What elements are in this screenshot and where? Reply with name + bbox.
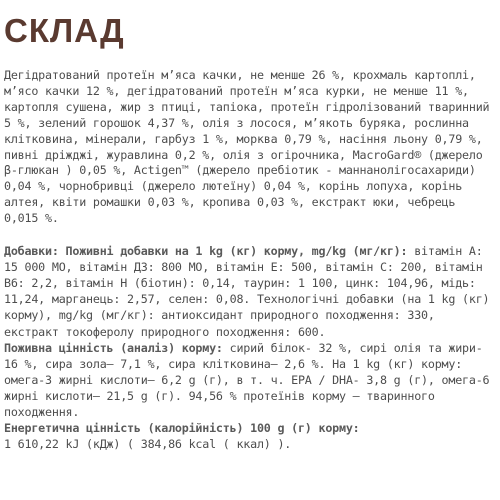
additives-label: Добавки: Поживні добавки на 1 kg (кг) корму, mg/kg (мг/кг): <box>4 244 408 259</box>
analysis-paragraph <box>4 340 496 420</box>
analysis-text: сирий білок- 32 %, сирі олія та жири- 16 %, сира зола– 7,1 %, сира клітковина– 2,6 %. На 1 kg (кг) корму: омега-3 жирні кислоти– 6,2 g (г), в т. ч. EPA / DHA- 3,8 g (г), омега-6 жирні кислоти– 21,5 g (г). 94,56 % протеїнів корму – тваринного походження. <box>4 340 490 419</box>
page-title: СКЛАД <box>4 12 125 49</box>
additives-text: вітамін А: 15 000 МО, вітамін Д3: 800 МО, вітамін Е: 500, вітамін С: 200, вітамін В6: 2,2, вітамін Н (біотин): 0,14, таурин: 1 100, цинк: 104,96, мідь: 11,24, марганець: 2,57, селен: 0,08. Технологічні добавки (на 1 kg (кг) корму), mg/kg (мг/кг): антиоксидант природного походження: 330, екстракт токоферолу природного походження: 600. <box>4 244 490 339</box>
additives-paragraph <box>4 243 496 340</box>
energy-paragraph <box>4 420 496 452</box>
analysis-label: Поживна цінність (аналіз) корму: <box>4 340 223 355</box>
energy-text: 1 610,22 kJ (кДж) ( 384,86 kcal ( ккал) ). <box>4 437 292 452</box>
nutrition-info <box>4 243 496 452</box>
ingredients-text: Дегідратований протеїн м’яса качки, не менше 26 %, крохмаль картоплі, м’ясо качки 12 %, дегідратований протеїн м’яса курки, не менше 11 %, картопля сушена, жир з птиці, тапіока, протеїн гідролізований тваринний 5 %, зелений горошок 4,37 %, олія з лосося, м’якоть буряка, рослинна клітковина, мінерали, гарбуз 1 %, морква 0,79 %, насіння льону 0,79 %, пивні дріжджі, журавлина 0,2 %, олія з огірочника, MacroGard® (джерело β-глюкан ) 0,05 %, Actigen™ (джерело пребіотик - маннанолігосахариди) 0,04 %, чорнобривці (джерело лютеїну) 0,04 %, корінь лопуха, корінь алтея, квіти ромашки 0,03 %, кропива 0,03 %, екстракт юки, чебрець 0,015 %. <box>4 68 490 226</box>
energy-label: Енергетична цінність (калорійність) 100 g (г) корму: <box>4 421 360 436</box>
